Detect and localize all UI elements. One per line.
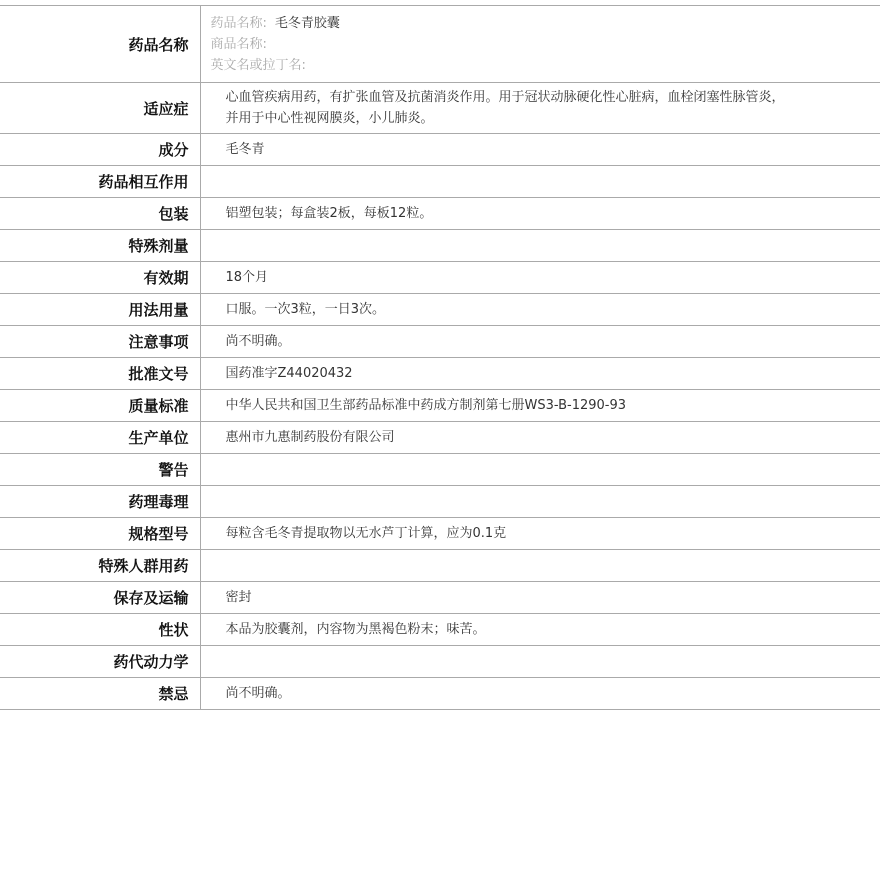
table-row [0,422,880,454]
table-row [0,518,880,550]
row-value: 铝塑包装；每盒装2板，每板12粒。 [200,198,880,230]
row-value: 每粒含毛冬青提取物以无水芦丁计算，应为0.1克 [200,518,880,550]
table-row [0,358,880,390]
row-value: 口服。一次3粒，一日3次。 [200,294,880,326]
row-value [200,454,880,486]
drug-spec-table [0,5,880,710]
trade-name-line [211,34,880,55]
table-row [0,582,880,614]
drug-name-cell [200,6,880,83]
table-row [0,678,880,710]
row-label: 注意事项 [0,326,200,358]
row-label: 特殊剂量 [0,230,200,262]
row-label: 药品相互作用 [0,166,200,198]
row-value: 密封 [200,582,880,614]
trade-name-key: 商品名称: [210,36,267,52]
table-row [0,454,880,486]
row-label: 警告 [0,454,200,486]
row-label: 用法用量 [0,294,200,326]
row-value [200,166,880,198]
row-label: 性状 [0,614,200,646]
row-value: 尚不明确。 [200,678,880,710]
table-row-drug-name [0,6,880,83]
row-value: 18个月 [200,262,880,294]
row-value [200,230,880,262]
row-label: 成分 [0,134,200,166]
english-name-line [211,55,880,76]
row-value: 毛冬青 [200,134,880,166]
row-label: 批准文号 [0,358,200,390]
table-row [0,614,880,646]
row-value: 本品为胶囊剂，内容物为黑褐色粉末；味苦。 [200,614,880,646]
generic-name-value: 毛冬青胶囊 [274,15,340,31]
table-row [0,230,880,262]
table-row [0,390,880,422]
row-label: 包装 [0,198,200,230]
row-value: 尚不明确。 [200,326,880,358]
table-row [0,198,880,230]
table-row [0,166,880,198]
row-label: 特殊人群用药 [0,550,200,582]
table-row [0,550,880,582]
table-row [0,486,880,518]
row-value [200,486,880,518]
table-row [0,294,880,326]
row-label: 禁忌 [0,678,200,710]
row-value: 国药准字Z44020432 [200,358,880,390]
row-label: 生产单位 [0,422,200,454]
table-row-indications [0,83,880,134]
row-label: 有效期 [0,262,200,294]
table-row [0,134,880,166]
row-value: 心血管疾病用药，有扩张血管及抗菌消炎作用。用于冠状动脉硬化性心脏病，血栓闭塞性脉管炎，并用于中心性视网膜炎，小儿肺炎。 [200,83,880,134]
row-label: 适应症 [0,83,200,134]
english-name-key: 英文名或拉丁名: [210,57,306,73]
row-label: 药理毒理 [0,486,200,518]
table-row [0,262,880,294]
table-row [0,326,880,358]
table-row [0,646,880,678]
row-value [200,550,880,582]
row-label: 保存及运输 [0,582,200,614]
row-label: 质量标准 [0,390,200,422]
row-label: 药代动力学 [0,646,200,678]
row-value: 惠州市九惠制药股份有限公司 [200,422,880,454]
row-label-drug-name: 药品名称 [0,6,200,83]
row-value: 中华人民共和国卫生部药品标准中药成方制剂第七册WS3-B-1290-93 [200,390,880,422]
row-value [200,646,880,678]
generic-name-key: 药品名称: [210,15,267,31]
generic-name-line [211,13,880,34]
row-label: 规格型号 [0,518,200,550]
